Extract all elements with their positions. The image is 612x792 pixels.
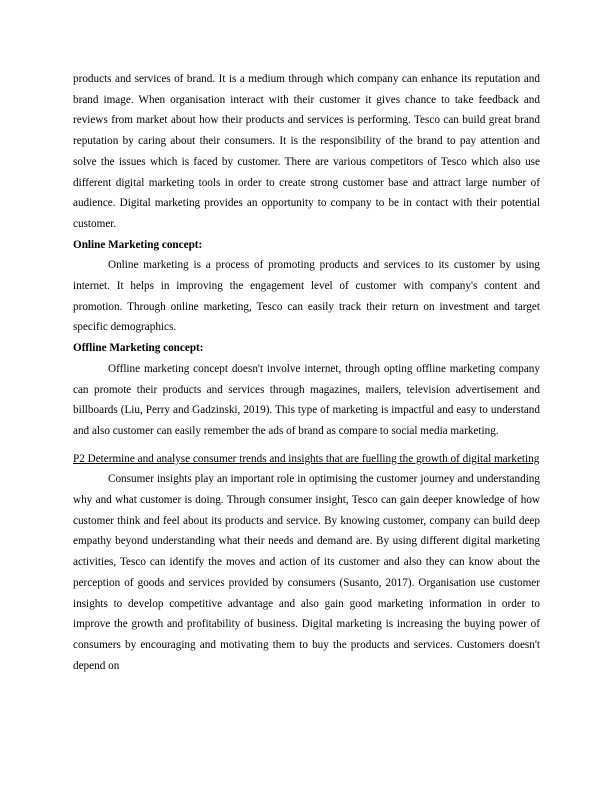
offline-marketing-paragraph: Offline marketing concept doesn't involve internet, through opting offline marketing company can promote their products and services through magazines, mailers, television advertisement and billboards (Liu, Perry and Gadzinski, 2019). This type of marketing is impactful and easy to understand and also customer can easily remember the ads of brand as compare to social media marketing. bbox=[73, 362, 540, 437]
p2-section-heading: P2 Determine and analyse consumer trends and insights that are fuelling the growth of digital marketing bbox=[73, 452, 540, 465]
p2-paragraph: Consumer insights play an important role in optimising the customer journey and understanding why and what customer is doing. Through consumer insight, Tesco can gain deeper knowledge of how customer think and feel about its products and service. By knowing customer, company can build deep empathy beyond understanding what their needs and demand are. By using different digital marketing activities, Tesco can identify the moves and action of its customer and also they can know about the perception of goods and services provided by consumers (Susanto, 2017). Organisation use customer insights to develop competitive advantage and also gain good marketing information in order to improve the growth and profitability of business. Digital marketing is increasing the buying power of consumers by encouraging and motivating them to buy the products and services. Customers doesn't depend on bbox=[73, 473, 540, 672]
intro-paragraph: products and services of brand. It is a medium through which company can enhance its reputation and brand image. When organisation interact with their customer it gives chance to take feedback and reviews from market about how their products and services is performing. Tesco can build great brand reputation by caring about their consumers. It is the responsibility of the brand to pay attention and solve the issues which is faced by customer. There are various competitors of Tesco which also use different digital marketing tools in order to create strong customer base and attract large number of audience. Digital marketing provides an opportunity to company to be in contact with their potential customer. bbox=[73, 73, 540, 230]
offline-marketing-heading: Offline Marketing concept: bbox=[73, 342, 204, 355]
document-page bbox=[73, 69, 540, 676]
online-marketing-paragraph: Online marketing is a process of promoting products and services to its customer by using internet. It helps in improving the engagement level of customer with company's content and promotion. Through online marketing, Tesco can easily track their return on investment and target specific demographics. bbox=[73, 259, 540, 334]
online-marketing-heading: Online Marketing concept: bbox=[73, 238, 203, 251]
